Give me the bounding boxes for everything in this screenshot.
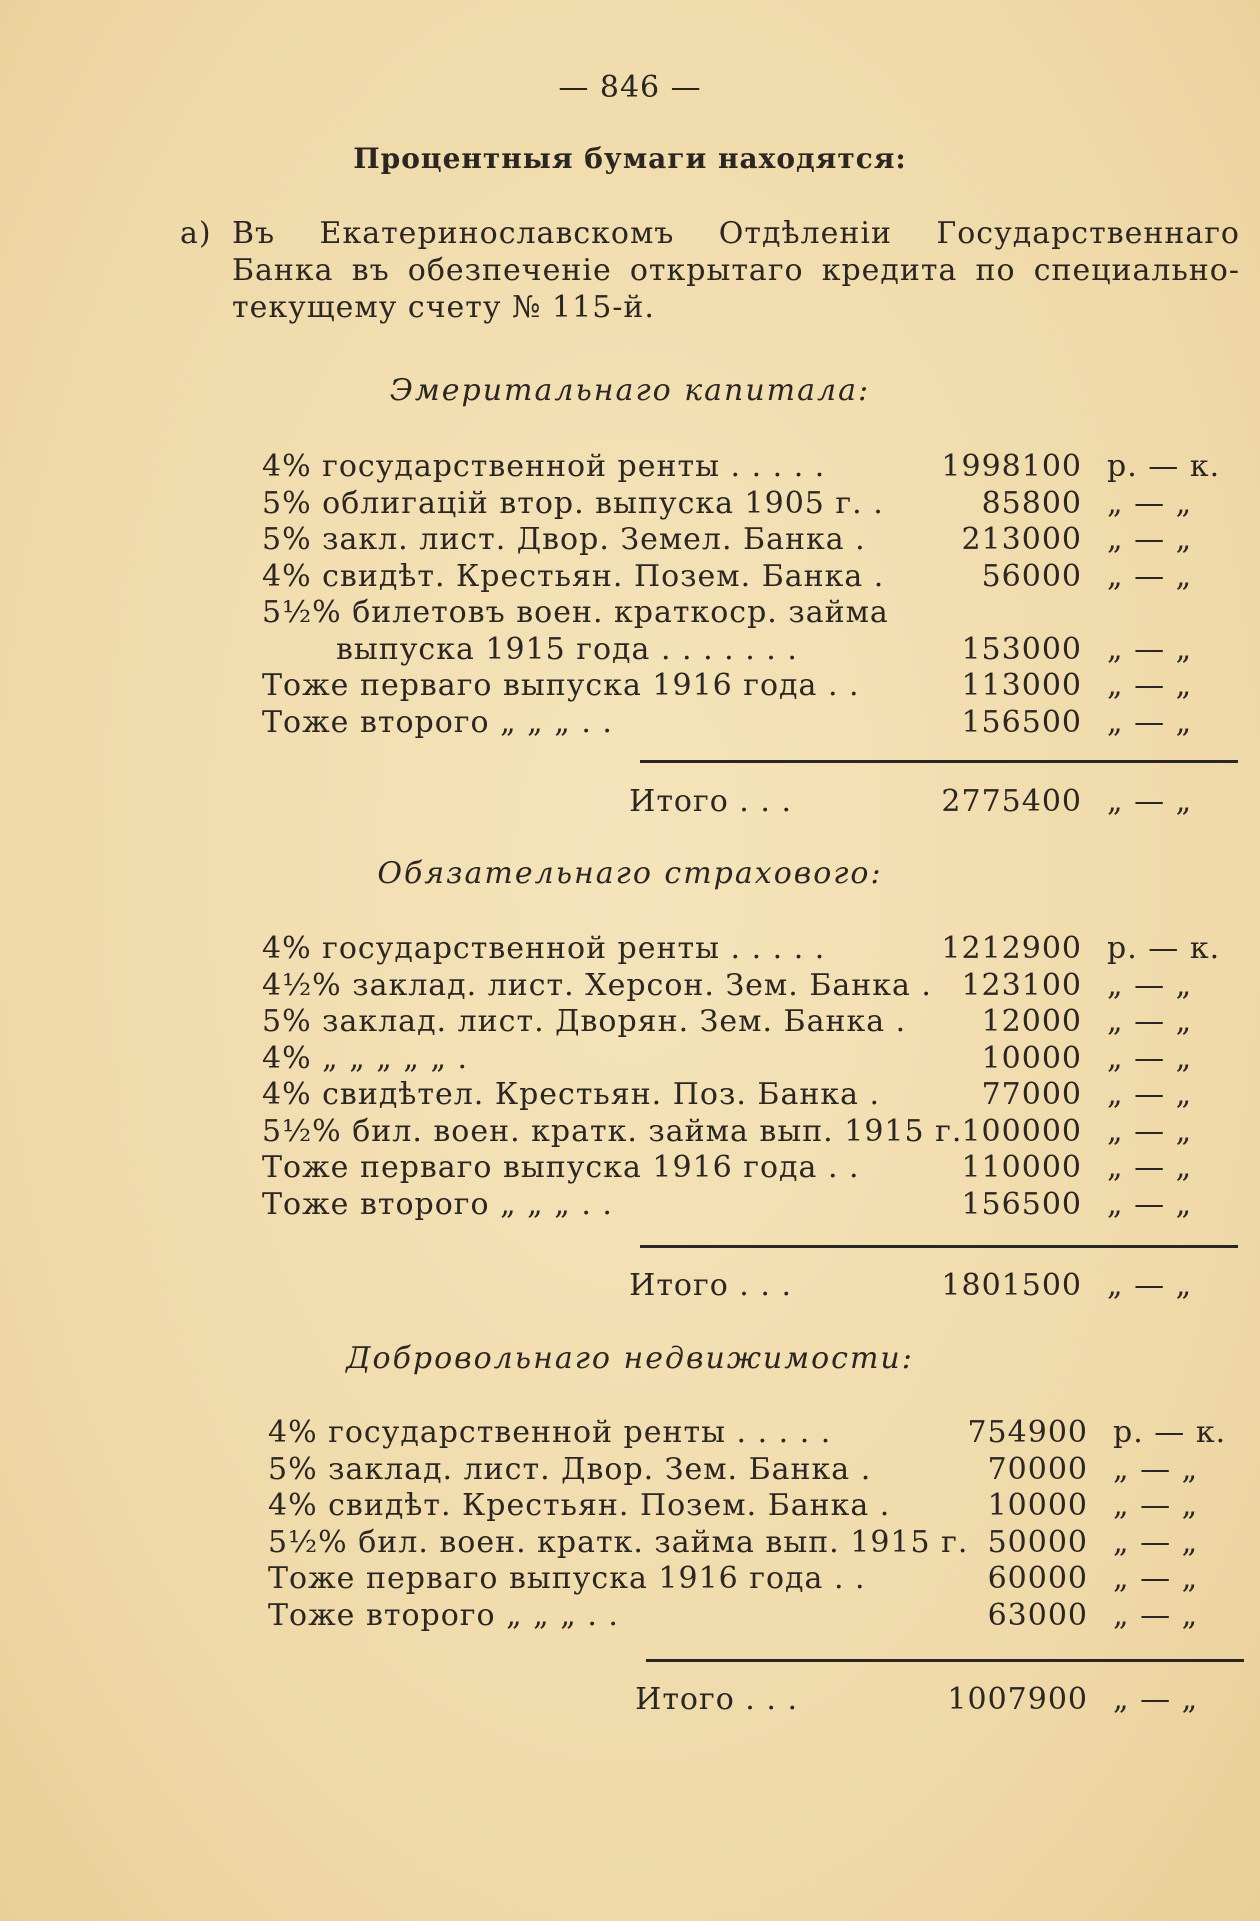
table-row xyxy=(262,1114,1222,1151)
table-row xyxy=(262,522,1222,559)
row-unit: „ — „ xyxy=(1107,668,1193,703)
row-unit: „ — „ xyxy=(1107,1186,1193,1222)
page-heading: Процентныя бумаги находятся: xyxy=(353,142,907,175)
table-row xyxy=(262,1150,1222,1187)
row-amount: 77000 xyxy=(981,1077,1082,1112)
row-unit: „ — „ xyxy=(1107,704,1193,740)
row-label: 5% закл. лист. Двор. Земел. Банка . xyxy=(262,522,866,557)
table-row xyxy=(262,449,1222,486)
row-amount: 153000 xyxy=(961,631,1082,667)
row-unit: „ — „ xyxy=(1107,1150,1193,1185)
row-amount: 10000 xyxy=(981,1040,1082,1076)
row-label: 5½% билетовъ воен. краткоср. займа xyxy=(262,595,889,630)
row-amount: 156500 xyxy=(961,704,1082,740)
row-amount: 754900 xyxy=(967,1415,1088,1450)
intro-paragraph xyxy=(180,215,1240,326)
table-row xyxy=(262,1187,1222,1224)
section-total-emeritus xyxy=(262,782,1222,822)
section-total-real-estate xyxy=(268,1680,1228,1720)
row-amount: 50000 xyxy=(987,1524,1088,1560)
row-unit: „ — „ xyxy=(1107,967,1193,1003)
row-unit: „ — „ xyxy=(1113,1524,1199,1560)
row-label: 4% свидѣтел. Крестьян. Поз. Банка . xyxy=(262,1077,881,1112)
row-unit: „ — „ xyxy=(1113,1597,1199,1633)
row-unit: р. — к. xyxy=(1107,931,1221,966)
row-label: выпуска 1915 года . . . . . . . xyxy=(336,631,798,667)
row-amount: 2775400 xyxy=(941,784,1082,819)
row-label: Итого . . . xyxy=(635,1682,798,1717)
row-amount: 56000 xyxy=(981,558,1082,594)
row-label: 5% заклад. лист. Дворян. Зем. Банка . xyxy=(262,1004,907,1039)
table-row xyxy=(268,1525,1228,1562)
table-row xyxy=(268,1452,1228,1489)
row-amount: 1212900 xyxy=(941,931,1082,966)
row-label: 4% свидѣт. Крестьян. Позем. Банка . xyxy=(268,1488,891,1523)
section-table-insurance xyxy=(262,931,1222,1223)
section-title-emeritus: Эмеритальнаго капитала: xyxy=(389,373,871,408)
row-amount: 1998100 xyxy=(941,449,1082,484)
table-row xyxy=(268,1561,1228,1598)
row-label: Итого . . . xyxy=(629,1268,792,1303)
section-table-emeritus xyxy=(262,449,1222,741)
row-label: Тоже перваго выпуска 1916 года . . xyxy=(262,668,860,703)
row-unit: „ — „ xyxy=(1107,631,1193,667)
row-amount: 113000 xyxy=(961,668,1082,703)
row-unit: „ — „ xyxy=(1107,558,1193,594)
table-row xyxy=(262,486,1222,523)
row-unit: „ — „ xyxy=(1113,1682,1199,1717)
row-label: 5½% бил. воен. кратк. займа вып. 1915 г. xyxy=(262,1113,963,1149)
table-row xyxy=(262,1041,1222,1078)
row-amount: 1007900 xyxy=(947,1682,1088,1717)
row-unit: „ — „ xyxy=(1113,1561,1199,1596)
row-label: Тоже второго „ „ „ . . xyxy=(262,1186,613,1222)
table-row xyxy=(262,705,1222,742)
row-unit: р. — к. xyxy=(1113,1415,1227,1450)
section-title-insurance: Обязательнаго страхового: xyxy=(377,856,883,891)
table-row xyxy=(262,632,1222,669)
row-amount: 156500 xyxy=(961,1186,1082,1222)
table-row xyxy=(262,968,1222,1005)
page-number: — 846 — xyxy=(558,70,702,105)
row-label: Итого . . . xyxy=(629,784,792,819)
row-label: Тоже второго „ „ „ . . xyxy=(268,1597,619,1633)
row-amount: 100000 xyxy=(961,1113,1082,1149)
section-total-insurance xyxy=(262,1266,1222,1306)
intro-marker: а) xyxy=(180,216,212,251)
row-unit: „ — „ xyxy=(1107,1077,1193,1112)
table-row xyxy=(262,1004,1222,1041)
intro-text: Въ Екатеринославскомъ Отдѣленіи Государственнаго Банка въ обезпеченіе открытаго кредита по специально-текущему счету № 115-й. xyxy=(232,216,1240,325)
table-row xyxy=(262,668,1222,705)
row-label: 5% заклад. лист. Двор. Зем. Банка . xyxy=(268,1451,872,1487)
row-amount: 213000 xyxy=(961,522,1082,557)
row-unit: „ — „ xyxy=(1107,1268,1193,1303)
row-amount: 70000 xyxy=(987,1451,1088,1487)
row-amount: 10000 xyxy=(987,1488,1088,1523)
table-row xyxy=(262,931,1222,968)
row-label: Тоже второго „ „ „ . . xyxy=(262,704,613,740)
row-amount: 63000 xyxy=(987,1597,1088,1633)
row-label: 4% свидѣт. Крестьян. Позем. Банка . xyxy=(262,558,885,594)
section-title-real-estate: Добровольнаго недвижимости: xyxy=(346,1341,914,1376)
row-unit: р. — к. xyxy=(1107,449,1221,484)
row-amount: 123100 xyxy=(961,967,1082,1003)
row-label: 5½% бил. воен. кратк. займа вып. 1915 г. xyxy=(268,1524,969,1560)
row-unit: „ — „ xyxy=(1113,1451,1199,1487)
row-amount: 60000 xyxy=(987,1561,1088,1596)
table-row xyxy=(268,1598,1228,1635)
row-label: 4% государственной ренты . . . . . xyxy=(268,1415,832,1450)
row-unit: „ — „ xyxy=(1107,1040,1193,1076)
row-label: 4% государственной ренты . . . . . xyxy=(262,449,826,484)
row-unit: „ — „ xyxy=(1107,1113,1193,1149)
table-row xyxy=(268,1415,1228,1452)
row-label: 4½% заклад. лист. Херсон. Зем. Банка . xyxy=(262,967,932,1003)
row-amount: 85800 xyxy=(981,485,1082,521)
row-amount: 12000 xyxy=(981,1004,1082,1039)
total-rule xyxy=(640,760,1238,763)
row-label: Тоже перваго выпуска 1916 года . . xyxy=(268,1561,866,1596)
total-rule xyxy=(640,1245,1238,1248)
row-label: Тоже перваго выпуска 1916 года . . xyxy=(262,1150,860,1185)
row-unit: „ — „ xyxy=(1107,485,1193,521)
table-row xyxy=(268,1488,1228,1525)
total-rule xyxy=(646,1659,1244,1662)
section-table-real-estate xyxy=(268,1415,1228,1634)
row-label: 5% облигацій втор. выпуска 1905 г. . xyxy=(262,485,884,521)
row-unit: „ — „ xyxy=(1107,1004,1193,1039)
row-unit: „ — „ xyxy=(1107,522,1193,557)
table-row xyxy=(262,595,1222,632)
row-unit: „ — „ xyxy=(1107,784,1193,819)
table-row xyxy=(262,1077,1222,1114)
table-row xyxy=(262,559,1222,596)
row-unit: „ — „ xyxy=(1113,1488,1199,1523)
row-amount: 1801500 xyxy=(941,1268,1082,1303)
row-label: 4% государственной ренты . . . . . xyxy=(262,931,826,966)
row-amount: 110000 xyxy=(961,1150,1082,1185)
row-label: 4% „ „ „ „ „ . xyxy=(262,1040,469,1076)
